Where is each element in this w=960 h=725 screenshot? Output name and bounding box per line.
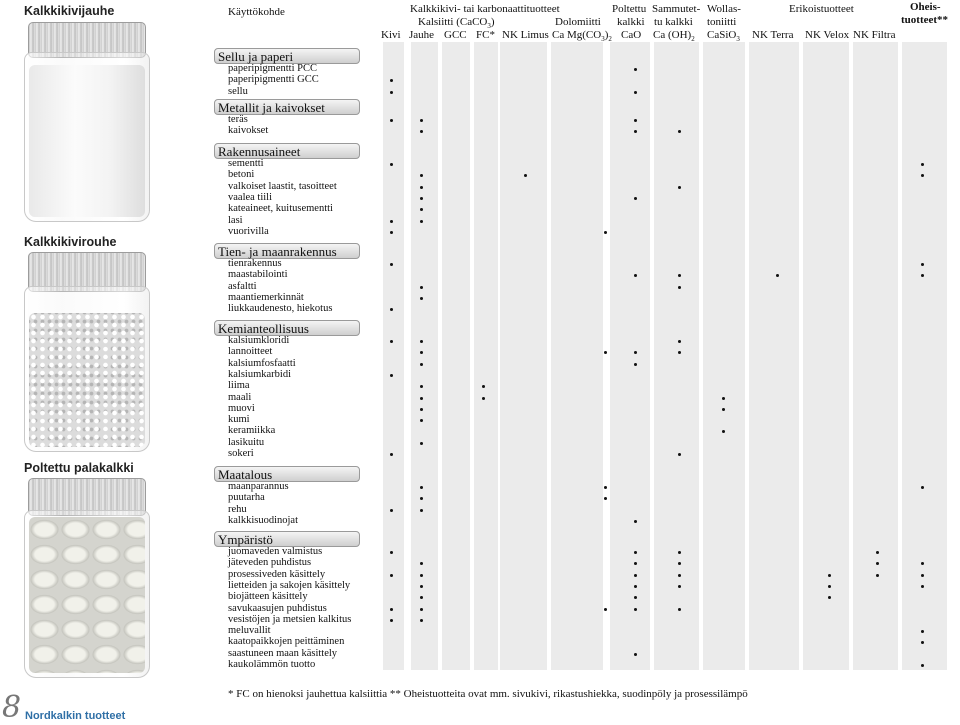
usage-dot (604, 497, 607, 500)
header-wollastonite-2: toniitti (707, 16, 737, 28)
usage-dot (634, 197, 637, 200)
table-row-label: tienrakennus (228, 258, 282, 269)
usage-dot (921, 263, 924, 266)
column-band (383, 42, 404, 670)
column-band (442, 42, 470, 670)
table-row-label: kumi (228, 414, 250, 426)
col-header-nk-filtra: NK Filtra (853, 29, 896, 41)
usage-dot (604, 351, 607, 354)
page-number: 8 (2, 690, 22, 725)
usage-dot (921, 486, 924, 489)
usage-dot (390, 374, 393, 377)
header-special-products: Erikoistuotteet (789, 3, 854, 15)
column-band (610, 42, 650, 670)
usage-dot (678, 453, 681, 456)
table-row-label: juomaveden valmistus (228, 546, 323, 557)
col-header-nk-terra: NK Terra (752, 29, 794, 41)
usage-dot (420, 220, 423, 223)
category-header: Ympäristö (214, 531, 360, 547)
usage-dot (678, 574, 681, 577)
header-slaked-lime-2: tu kalkki (654, 16, 693, 28)
column-band (500, 42, 547, 670)
usage-dot (420, 186, 423, 189)
usage-dot (634, 574, 637, 577)
table-row-label: lietteiden ja sakojen käsittely (228, 579, 351, 591)
table-row-label: kalsiumkarbidi (228, 368, 291, 380)
table-row-label: liukkaudenesto, hiekotus (228, 303, 333, 315)
column-band (551, 42, 603, 670)
category-header: Rakennusaineet (214, 143, 360, 159)
table-row-label: teräs (228, 114, 248, 125)
usage-dot (420, 585, 423, 588)
column-band (654, 42, 699, 670)
usage-dot (420, 608, 423, 611)
jar-title-lumps: Poltettu palakalkki (24, 461, 134, 475)
usage-dot (390, 453, 393, 456)
brand-label: Nordkalkin tuotteet (25, 710, 126, 722)
column-band (803, 42, 849, 670)
usage-dot (420, 119, 423, 122)
usage-dot (634, 653, 637, 656)
usage-dot (390, 509, 393, 512)
col-header-dolomite-formula: Ca $Mg(CO_3)_2$ (552, 29, 612, 44)
usage-dot (921, 163, 924, 166)
header-slaked-lime: Sammutet- (652, 3, 701, 15)
table-row-label: kaukolämmön tuotto (228, 659, 316, 670)
usage-dot (921, 574, 924, 577)
usage-dot (390, 263, 393, 266)
usage-dot (420, 340, 423, 343)
usage-dot (390, 220, 393, 223)
usage-dot (722, 408, 725, 411)
table-row-label: maantiemerkinnät (228, 291, 304, 303)
category-header: Tien- ja maanrakennus (214, 243, 360, 259)
table-row-label: lasikuitu (228, 436, 265, 448)
usage-dot (634, 363, 637, 366)
usage-dot (604, 231, 607, 234)
usage-dot (876, 551, 879, 554)
table-row-label: lasi (228, 214, 243, 226)
header-group-limestone: Kalkkikivi- tai karbonaattituotteet (410, 3, 560, 15)
header-byproducts: Oheis- (910, 1, 941, 13)
usage-dot (921, 585, 924, 588)
table-row-label: lannoitteet (228, 346, 273, 358)
table-row-label: vuorivilla (228, 225, 269, 237)
category-header: Kemianteollisuus (214, 320, 360, 336)
column-band (749, 42, 799, 670)
column-band (411, 42, 438, 670)
table-row-label: maastabilointi (228, 269, 288, 281)
category-header: Metallit ja kaivokset (214, 99, 360, 115)
usage-dot (390, 608, 393, 611)
usage-dot (604, 486, 607, 489)
column-band (703, 42, 745, 670)
table-row-label: kalkkisuodinojat (228, 514, 298, 526)
table-row-label: liima (228, 380, 250, 392)
usage-dot (390, 340, 393, 343)
col-header-nk-limus: NK Limus (502, 29, 549, 41)
table-row-label: kalsiumkloridi (228, 335, 290, 346)
usage-dot (420, 509, 423, 512)
header-burnt-lime-2: kalkki (617, 16, 645, 28)
header-burnt-lime: Poltettu (612, 3, 647, 15)
usage-dot (678, 608, 681, 611)
table-row-label: jäteveden puhdistus (228, 557, 312, 569)
category-header: Maatalous (214, 466, 360, 482)
usage-dot (420, 363, 423, 366)
col-header-wollastonite-formula: CaSiO$_3$ (707, 29, 740, 44)
column-band (902, 42, 947, 670)
header-dolomite: Dolomiitti (555, 16, 601, 28)
col-header-slaked-formula: Ca $(OH)_2$ (653, 29, 695, 44)
usage-dot (482, 397, 485, 400)
table-row-label: kaivokset (228, 125, 269, 137)
col-header-nk-velox: NK Velox (805, 29, 850, 41)
table-row-label: prosessiveden käsittely (228, 568, 326, 580)
table-row-label: sokeri (228, 448, 254, 459)
usage-dot (634, 551, 637, 554)
table-row-label: keramiikka (228, 425, 276, 437)
usage-dot (722, 397, 725, 400)
col-header-fc: FC* (476, 29, 495, 41)
col-header-kivi: Kivi (381, 29, 401, 41)
col-header-jauhe: Jauhe (409, 29, 435, 41)
usage-dot (420, 486, 423, 489)
column-band (474, 42, 498, 670)
usage-dot (390, 574, 393, 577)
usage-dot (420, 442, 423, 445)
table-row-label: saastuneen maan käsittely (228, 647, 338, 659)
table-row-label: meluvallit (228, 625, 271, 637)
table-row-label: vaalea tiili (228, 191, 273, 203)
table-row-label: maali (228, 391, 252, 403)
header-calcite: Kalsiitti (CaCO$_3$) (418, 16, 495, 31)
usage-dot (678, 286, 681, 289)
usage-dot (634, 91, 637, 94)
usage-dot (390, 119, 393, 122)
usage-dot (390, 231, 393, 234)
table-row-label: vesistöjen ja metsien kalkitus (228, 613, 352, 625)
table-row-label: kalsiumfosfaatti (228, 357, 296, 369)
usage-dot (634, 520, 637, 523)
header-byproducts-2: tuotteet** (901, 14, 949, 26)
usage-dot (420, 397, 423, 400)
table-row-label: kaatopaikkojen peittäminen (228, 636, 345, 648)
usage-dot (420, 297, 423, 300)
usage-dot (634, 119, 637, 122)
usage-dot (828, 574, 831, 577)
usage-dot (634, 585, 637, 588)
usage-dot (604, 608, 607, 611)
usage-dot (420, 619, 423, 622)
usage-dot (420, 197, 423, 200)
table-row-label: puutarha (228, 492, 265, 504)
jar-title-powder: Kalkkikivijauhe (24, 4, 115, 18)
usage-dot (420, 574, 423, 577)
header-use-title: Käyttökohde (228, 6, 285, 18)
usage-dot (678, 340, 681, 343)
usage-dot (634, 68, 637, 71)
header-wollastonite: Wollas- (707, 3, 741, 15)
table-row-label: betoni (228, 169, 255, 181)
usage-dot (876, 574, 879, 577)
col-header-gcc: GCC (444, 29, 467, 41)
category-header: Sellu ja paperi (214, 48, 360, 64)
footnote: * FC on hienoksi jauhettua kalsiittia ** Oheistuotteita ovat mm. sivukivi, rikastushiekka, suodinpöly ja prosessilämpö (228, 688, 748, 700)
table-row-label: paperipigmentti PCC (228, 63, 317, 74)
table-row-label: asfaltti (228, 280, 257, 292)
usage-dot (678, 585, 681, 588)
table-row-label: maanparannus (228, 481, 289, 492)
usage-dot (420, 408, 423, 411)
usage-dot (390, 163, 393, 166)
col-header-cao: CaO (621, 29, 642, 41)
table-row-label: sementti (228, 158, 264, 169)
table-row-label: rehu (228, 503, 247, 515)
usage-dot (390, 551, 393, 554)
table-row-label: valkoiset laastit, tasoitteet (228, 180, 337, 192)
usage-dot (390, 91, 393, 94)
usage-dot (921, 664, 924, 667)
table-row-label: muovi (228, 402, 255, 414)
table-row-label: savukaasujen puhdistus (228, 602, 327, 614)
table-row-label: kateaineet, kuitusementti (228, 203, 333, 215)
usage-dot (678, 551, 681, 554)
table-row-label: biojätteen käsittely (228, 591, 308, 603)
usage-dot (828, 585, 831, 588)
jar-title-crushed: Kalkkikivirouhe (24, 235, 117, 249)
usage-dot (390, 619, 393, 622)
usage-dot (420, 286, 423, 289)
table-row-label: sellu (228, 85, 248, 97)
usage-dot (678, 186, 681, 189)
usage-dot (634, 608, 637, 611)
table-row-label: paperipigmentti GCC (228, 74, 319, 86)
